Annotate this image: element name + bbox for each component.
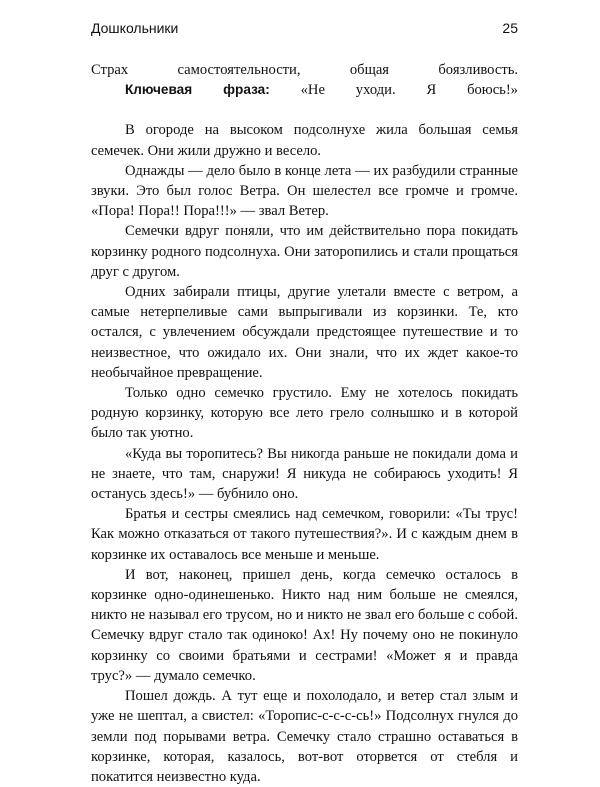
story-paragraph: Одних забирали птицы, другие улетали вместе с ветром, а самые нетерпеливые сами выпрыгивали из корзинки. Те, кто остался, с увлечением обсуждали предстоящее путешествие и то неизвестное, что ожидало их. Они знали, что их ждет какое-то необычайное превращение. [91, 284, 518, 381]
story-paragraph: Только одно семечко грустило. Ему не хотелось покидать родную корзинку, которую все лето грело солнышко и в которой было так уютно. [91, 385, 518, 442]
spacer [91, 100, 518, 120]
story-paragraph: Братья и сестры смеялись над семечком, говорили: «Ты трус! Как можно отказаться от такого путешествия?». И с каждым днем в корзинке их оставалось все меньше и меньше. [91, 506, 518, 563]
key-phrase-text: «Не уходи. Я боюсь!» [300, 82, 518, 99]
story-paragraph: В огороде на высоком подсолнухе жила большая семья семечек. Они жили дружно и весело. [91, 122, 518, 159]
page-header [91, 20, 518, 36]
page-number: 25 [502, 20, 518, 36]
key-phrase-label: Ключевая фраза: [125, 82, 270, 98]
story-paragraph: Однажды — дело было в конце лета — их разбудили странные звуки. Это был голос Ветра. Он шелестел все громче и громче. «Пора! Пора!! Пора!!!» — звал Ветер. [91, 162, 518, 220]
story-paragraph: И вот, наконец, пришел день, когда семечко осталось в корзинке одно-одинешенько. Никто над ним больше не смеялся, никто не называл его трусом, но и никто не звал его больше с собой. Семечку вдруг стало так одиноко! Ах! Ну почему оно не покинуло корзинку со своими братьями и сестрами! «Может я и правда трус?» — думало семечко. [91, 566, 518, 684]
page-body [91, 60, 518, 787]
section-title: Дошкольники [91, 20, 179, 36]
story-paragraph: «Куда вы торопитесь? Вы никогда раньше не покидали дома и не знаете, что там, снаружи! Я никуда не собираюсь уходить! Я останусь здесь!» — бубнило оно. [91, 445, 518, 503]
story-paragraph: Семечки вдруг поняли, что им действительно пора покидать корзинку родного подсолнуха. Они заторопились и стали прощаться друг с другом. [91, 223, 518, 280]
key-phrase-line [91, 80, 518, 100]
story-paragraph: Пошел дождь. А тут еще и похолодало, и ветер стал злым и уже не шептал, а свистел: «Торопис-с-с-с-сь!» Подсолнух гнулся до земли под порывами ветра. Семечку стало страшно оставаться в корзинке, которая, казалось, вот-вот оторвется от стебля и покатится неизвестно куда. [91, 688, 518, 785]
topic-line: Страх самостоятельности, общая боязливость. [91, 62, 518, 78]
